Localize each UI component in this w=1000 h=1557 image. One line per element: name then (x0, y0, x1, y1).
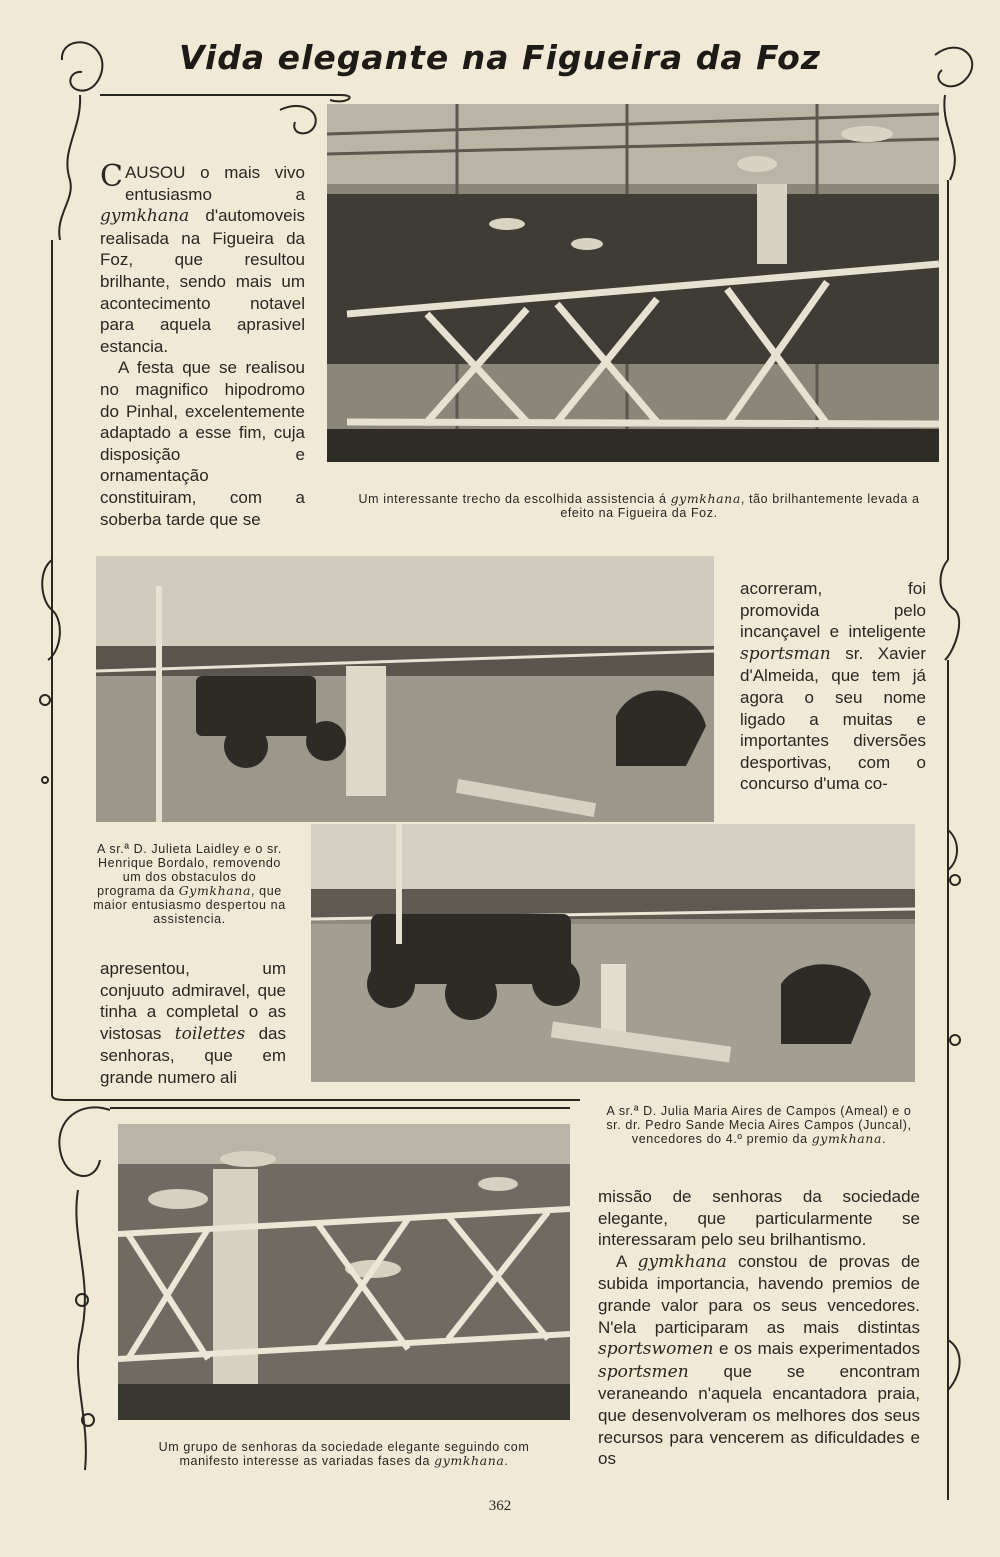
photo-car-obstacle (96, 556, 714, 822)
photo-ladies-group (118, 1124, 570, 1420)
photo-grandstand-audience (327, 104, 939, 462)
article-text-column-3: apresentou, um conjuuto admiravel, que tinha a completal o as vistosas toilettes das senhoras, que em grande numero ali (100, 959, 286, 1087)
photo-prize-winners-car (311, 824, 915, 1082)
article-text-column-4: missão de senhoras da sociedade elegante, que particularmente se interessaram pelo seu brilhantismo. A gymkhana constou de provas de subida importancia, havendo premios de grande valor para os seus vencedores. N'ela participaram as mais distintas sportswomen e os mais experimentados sportsmen que se encontram veraneando n'aquela encantadora praia, que desenvolveram os melhores dos seus recursos para vencerem as dificuldades e os (598, 1187, 921, 1469)
caption-ladies-group: Um grupo de senhoras da sociedade elegante seguindo com manifesto interesse as variadas fases da gymkhana. (158, 1440, 530, 1468)
caption-car-obstacle: A sr.ª D. Julieta Laidley e o sr. Henrique Bordalo, removendo um dos obstaculos do programa da Gymkhana, que maior entusiasmo despertou na assistencia. (93, 842, 286, 926)
page-title: Vida elegante na Figueira da Foz (179, 38, 821, 77)
page-number: 362 (488, 1498, 512, 1514)
caption-prize-winners: A sr.ª D. Julia Maria Aires de Campos (Ameal) e o sr. dr. Pedro Sande Mecia Aires Campos (Juncal), vencedores do 4.º premio da gymkhana. (606, 1104, 912, 1146)
article-text-column-2: acorreram, foi promovida pelo incançavel e inteligente sportsman sr. Xavier d'Almeida, que tem já agora o seu nome ligado a muitas e importantes diversões desportivas, com o concurso d'uma co- (740, 579, 926, 794)
article-text-column-1: CAUSOU o mais vivo entusiasmo a gymkhana d'automoveis realisada na Figueira da Foz, que resultou brilhante, sendo mais um acontecimento notavel para aquela aprasivel estancia. A festa que se realisou no magnifico hipodromo do Pinhal, excelentemente adaptado a esse fim, cuja disposição e ornamentação constituiram, com a soberba tarde que se (100, 159, 305, 529)
caption-grandstand: Um interessante trecho da escolhida assistencia á gymkhana, tão brilhantemente levada a efeito na Figueira da Foz. (358, 491, 920, 520)
